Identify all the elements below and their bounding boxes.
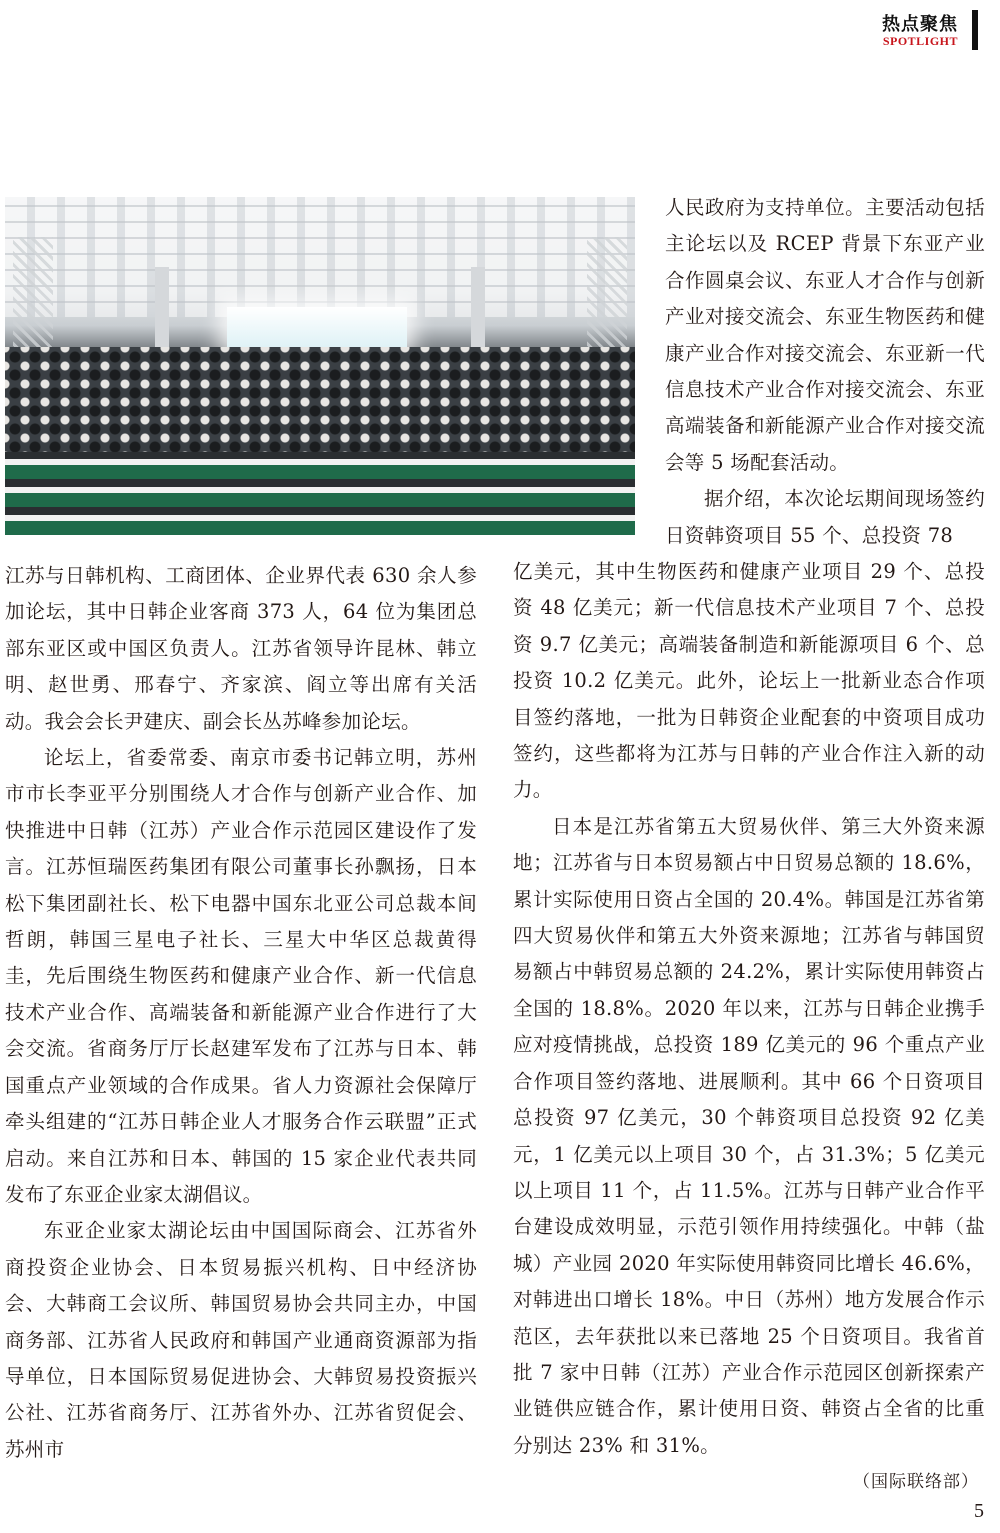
photo-stage-screen bbox=[227, 307, 407, 347]
article-column-right bbox=[513, 554, 985, 1501]
photo-ceiling-lines bbox=[5, 197, 635, 317]
paragraph: 人民政府为支持单位。主要活动包括主论坛以及 RCEP 背景下东亚产业合作圆桌会议、东亚人才合作与创新产业对接交流会、东亚生物医药和健康产业合作对接交流会、东亚新一代信息技术产业合作对接交流会、东亚高端装备和新能源产业合作对接交流会等 5 场配套活动。 bbox=[665, 196, 985, 474]
section-title-en: SPOTLIGHT bbox=[882, 34, 958, 48]
paragraph: 日本是江苏省第五大贸易伙伴、第三大外资来源地；江苏省与日本贸易额占中日贸易总额的 18.6%，累计实际使用日资占全国的 20.4%。韩国是江苏省第四大贸易伙伴和第五大外资来源地；江苏省与韩国贸易额占中韩贸易总额的 24.2%，累计实际使用韩资占全国的 18.8%。2020 年以来，江苏与日韩企业携手应对疫情挑战，总投资 189 亿美元的 96 个重点产业合作项目签约落地、进展顺利。其中 66 个日资项目总投资 97 亿美元，30 个韩资项目总投资 92 亿美元，1 亿美元以上项目 30 个，占 31.3%；5 亿美元以上项目 11 个，占 11.5%。江苏与日韩产业合作平台建设成效明显，示范引领作用持续强化。中韩（盐城）产业园 2020 年实际使用韩资同比增长 46.6%，对韩进出口增长 18%。中日（苏州）地方发展合作示范区，去年获批以来已落地 25 个日资项目。我省首批 7 家中日韩（江苏）产业合作示范园区创新探索产业链供应链合作，累计使用日资、韩资占全省的比重分别达 23% 和 31%。 bbox=[513, 814, 985, 1457]
photo-truss-right bbox=[587, 237, 627, 357]
paragraph: 据介绍，本次论坛期间现场签约日资韩资项目 55 个、总投资 78 bbox=[665, 487, 985, 547]
photo-tables bbox=[5, 452, 635, 535]
paragraph: 亿美元，其中生物医药和健康产业项目 29 个、总投资 48 亿美元；新一代信息技术产业项目 7 个、总投资 9.7 亿美元；高端装备制造和新能源项目 6 个、总投资 10.2 亿美元。此外，论坛上一批新业态合作项目签约落地，一批为日韩资企业配套的中资项目成功签约，这些都将为江苏与日韩的产业合作注入新的动力。 bbox=[513, 560, 985, 802]
paragraph: 江苏与日韩机构、工商团体、企业界代表 630 余人参加论坛，其中日韩企业客商 373 人，64 位为集团总部东亚区或中国区负责人。江苏省领导许昆林、韩立明、赵世勇、邢春宁、齐家滨、阎立等出席有关活动。我会会长尹建庆、副会长丛苏峰参加论坛。 bbox=[5, 564, 477, 733]
section-header bbox=[788, 8, 988, 48]
page-number: 5 bbox=[974, 1500, 984, 1522]
paragraph: 东亚企业家太湖论坛由中国国际商会、江苏省外商投资企业协会、日本贸易振兴机构、日中经济协会、大韩商工会议所、韩国贸易协会共同主办，中国商务部、江苏省人民政府和韩国产业通商资源部为指导单位，日本国际贸易促进协会、大韩贸易投资振兴公社、江苏省商务厅、江苏省外办、江苏省贸促会、苏州市 bbox=[5, 1219, 477, 1461]
article-signature: （国际联络部） bbox=[853, 1472, 979, 1493]
photo-truss-left bbox=[13, 237, 53, 357]
header-bar bbox=[972, 10, 978, 50]
section-title-cn: 热点聚焦 bbox=[882, 14, 958, 35]
conference-photo bbox=[5, 197, 635, 535]
article-column-top-right bbox=[665, 190, 985, 554]
paragraph: 论坛上，省委常委、南京市委书记韩立明，苏州市市长李亚平分别围绕人才合作与创新产业合作、加快推进中日韩（江苏）产业合作示范园区建设作了发言。江苏恒瑞医药集团有限公司董事长孙飘扬，日本松下集团副社长、松下电器中国东北亚公司总裁本间哲朗，韩国三星电子社长、三星大中华区总裁黄得圭，先后围绕生物医药和健康产业合作、新一代信息技术产业合作、高端装备和新能源产业合作进行了大会交流。省商务厅厅长赵建军发布了江苏与日本、韩国重点产业领域的合作成果。省人力资源社会保障厅牵头组建的“江苏日韩企业人才服务合作云联盟”正式启动。来自江苏和日本、韩国的 15 家企业代表共同发布了东亚企业家太湖倡议。 bbox=[5, 746, 477, 1206]
article-column-left bbox=[5, 558, 477, 1468]
